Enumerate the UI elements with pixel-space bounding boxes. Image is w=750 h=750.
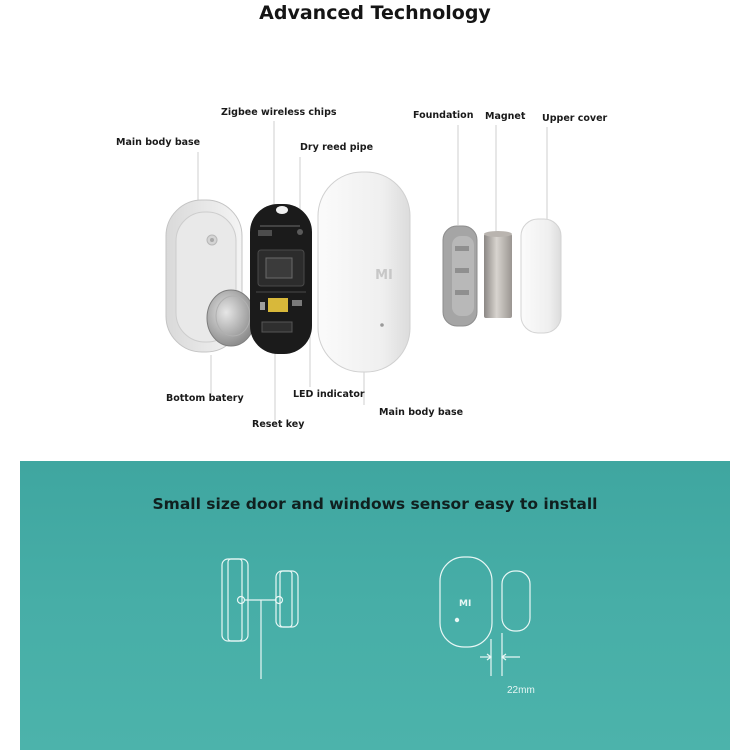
label-main-body-base-right: Main body base (379, 407, 464, 418)
install-title: Small size door and windows sensor easy to install (152, 495, 598, 513)
label-upper-cover: Upper cover (542, 113, 608, 124)
magnet (484, 231, 512, 318)
label-zigbee-chips: Zigbee wireless chips (221, 107, 337, 118)
magnet-upper-cover (521, 219, 561, 333)
install-panel (20, 461, 730, 750)
label-bottom-battery: Bottom batery (166, 393, 244, 404)
label-dry-reed-pipe: Dry reed pipe (300, 142, 374, 153)
label-main-body-base: Main body base (116, 137, 201, 148)
label-led-indicator: LED indicator (293, 389, 365, 400)
main-body-cover (318, 172, 410, 372)
label-magnet: Magnet (485, 111, 526, 122)
pcb-board (250, 204, 312, 354)
front-view-sensor (440, 557, 530, 676)
magnet-foundation (443, 226, 477, 326)
front-mi-logo: MI (459, 599, 472, 609)
label-reset-key: Reset key (252, 419, 305, 430)
install-illustration (20, 461, 730, 750)
coin-battery (207, 290, 255, 346)
label-foundation: Foundation (413, 110, 474, 121)
page-title: Advanced Technology (259, 2, 491, 24)
mi-logo: MI (375, 268, 393, 283)
side-view-sensor (222, 559, 298, 679)
gap-dimension-label: 22mm (507, 685, 535, 696)
